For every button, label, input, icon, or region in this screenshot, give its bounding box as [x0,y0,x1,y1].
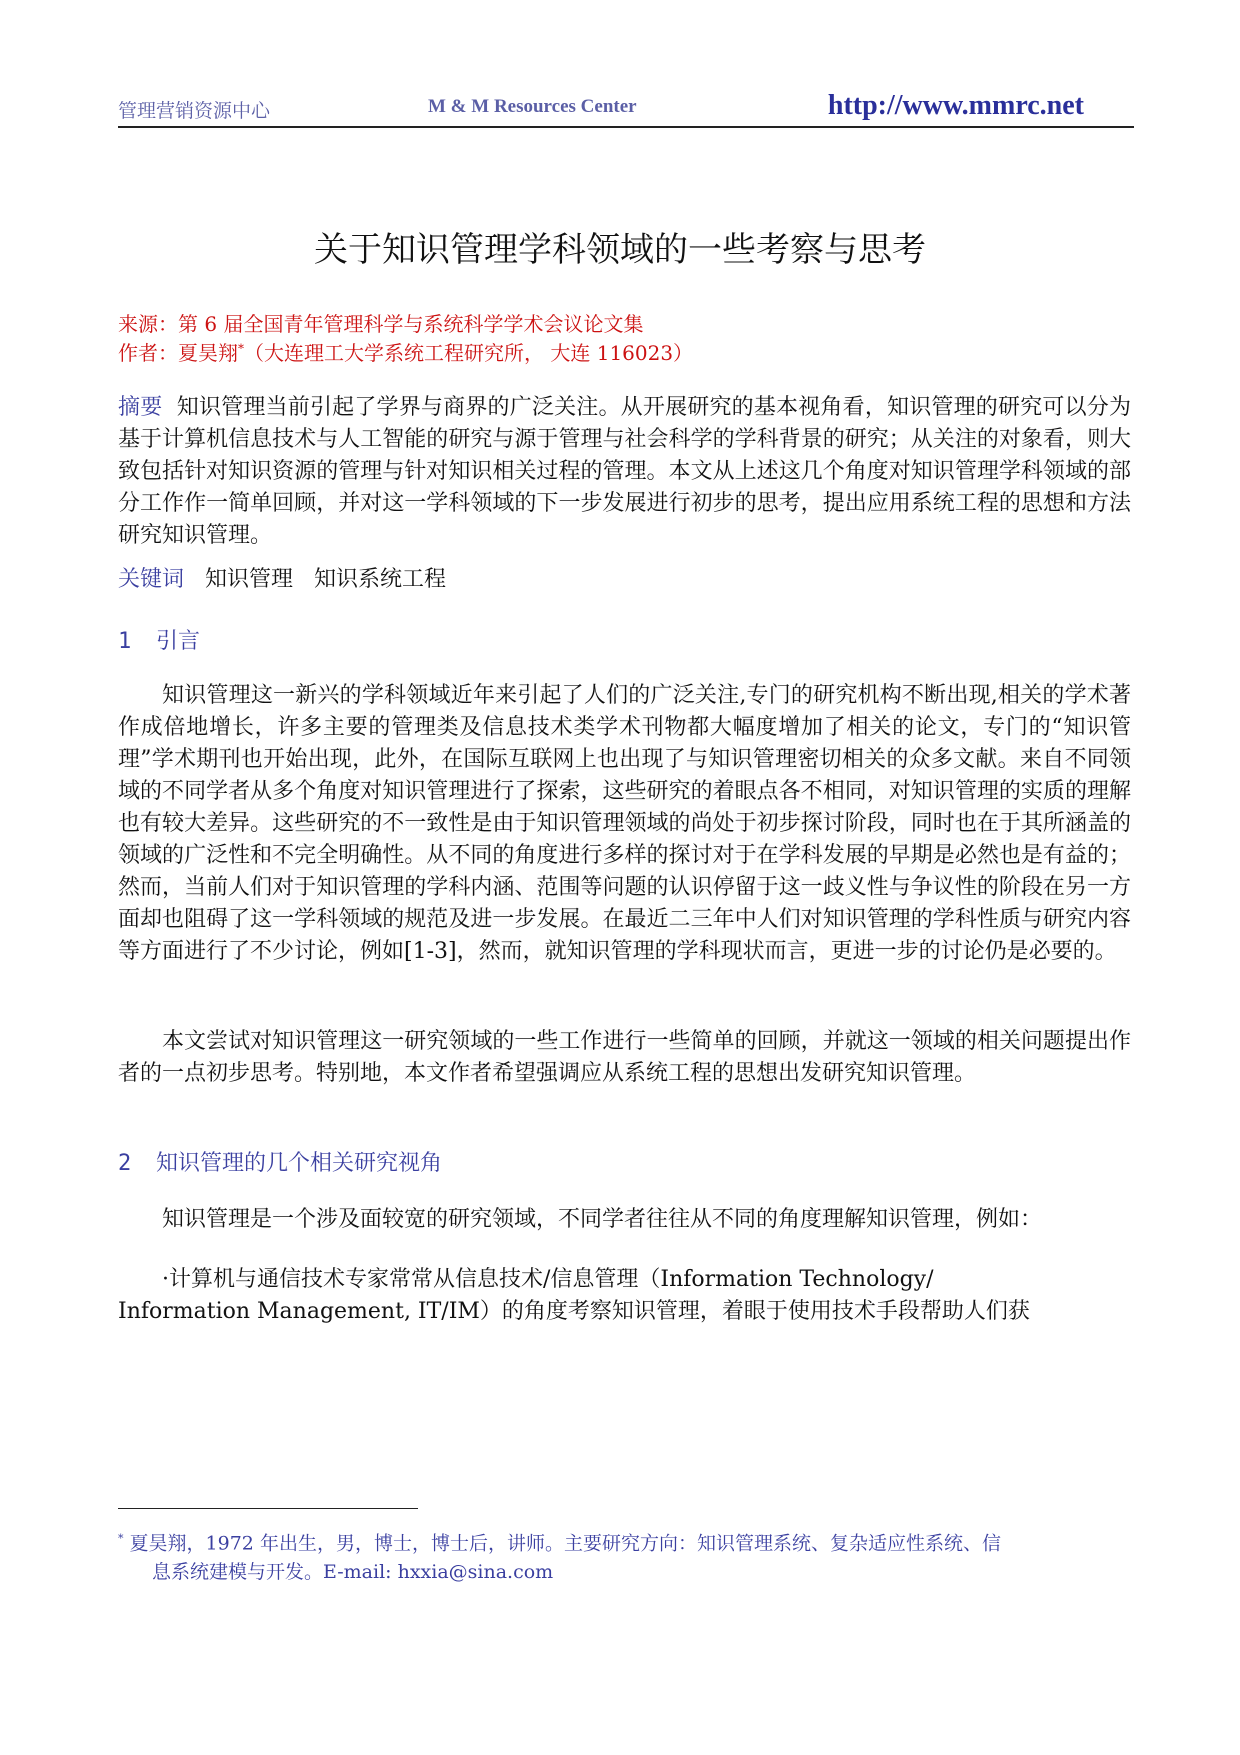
keywords-label: 关键词 [118,567,185,592]
header-url-link[interactable]: http://www.mmrc.net [827,90,1084,121]
author-affiliation: （大连理工大学系统工程研究所， 大连 116023） [244,341,694,365]
source-line: 来源：第 6 届全国青年管理科学与系统科学学术会议论文集 [118,312,644,336]
section-title: 引言 [156,629,201,654]
page-header [118,86,1134,128]
bullet-line: ·计算机与通信技术专家常常从信息技术/信息管理（Information Technology/ [162,1267,934,1292]
author-line [118,337,693,366]
body-paragraph: 知识管理是一个涉及面较宽的研究领域，不同学者往往从不同的角度理解知识管理，例如： [162,1207,1043,1232]
bullet-line: Information Management, IT/IM）的角度考察知识管理，着眼于使用技术手段帮助人们获 [118,1299,1030,1324]
section-heading-2 [118,1146,442,1177]
footnote-divider [118,1508,418,1509]
author-footnote-mark: * [238,341,244,356]
footnote-mark: * [118,1532,124,1545]
body-paragraph: 知识管理这一新兴的学科领域近年来引起了人们的广泛关注,专门的研究机构不断出现,相关的学术著作成倍地增长，许多主要的管理类及信息技术类学术刊物都大幅度增加了相关的论文，专门的“知识管理”学术期刊也开始出现，此外，在国际互联网上也出现了与知识管理密切相关的众多文献。来自不同领域的不同学者从多个角度对知识管理进行了探索，这些研究的着眼点各不相同，对知识管理的实质的理解也有较大差异。这些研究的不一致性是由于知识管理领域的尚处于初步探讨阶段，同时也在于其所涵盖的领域的广泛性和不完全明确性。从不同的角度进行多样的探讨对于在学科发展的早期是必然也是有益的；然而，当前人们对于知识管理的学科内涵、范围等问题的认识停留于这一歧义性与争议性的阶段在另一方面却也阻碍了这一学科领域的规范及进一步发展。在最近二三年中人们对知识管理的学科性质与研究内容等方面进行了不少讨论，例如[1-3]，然而，就知识管理的学科现状而言，更进一步的讨论仍是必要的。 [118,683,1131,964]
keywords-line [118,564,1131,596]
header-center-name: M & M Resources Center [428,96,637,117]
bullet-item [118,1264,1131,1328]
document-title: 关于知识管理学科领域的一些考察与思考 [314,230,926,270]
abstract-paragraph [118,392,1131,552]
section-number: 2 [118,1151,132,1176]
abstract-text: 知识管理当前引起了学界与商界的广泛关注。从开展研究的基本视角看，知识管理的研究可以分为基于计算机信息技术与人工智能的研究与源于管理与社会科学的学科背景的研究；从关注的对象看，则大致包括针对知识资源的管理与针对知识相关过程的管理。本文从上述这几个角度对知识管理学科领域的部分工作作一简单回顾，并对这一学科领域的下一步发展进行初步的思考，提出应用系统工程的思想和方法研究知识管理。 [118,395,1131,548]
footnote [118,1524,1131,1587]
header-org-name: 管理营销资源中心 [118,100,271,122]
section-number: 1 [118,629,132,654]
footnote-line: 夏昊翔，1972 年出生，男，博士，博士后，讲师。主要研究方向：知识管理系统、复杂适应性系统、信 [129,1532,1001,1555]
section-heading-1 [118,624,200,655]
author-name: 作者：夏昊翔 [118,341,238,365]
body-paragraph: 本文尝试对知识管理这一研究领域的一些工作进行一些简单的回顾，并就这一领域的相关问题提出作者的一点初步思考。特别地，本文作者希望强调应从系统工程的思想出发研究知识管理。 [118,1029,1131,1086]
keyword-item: 知识管理 [205,567,294,592]
abstract-label: 摘要 [118,395,163,420]
footnote-line: 息系统建模与开发。E-mail: hxxia@sina.com [152,1561,554,1584]
section-title: 知识管理的几个相关研究视角 [156,1151,443,1176]
keyword-item: 知识系统工程 [314,567,447,592]
